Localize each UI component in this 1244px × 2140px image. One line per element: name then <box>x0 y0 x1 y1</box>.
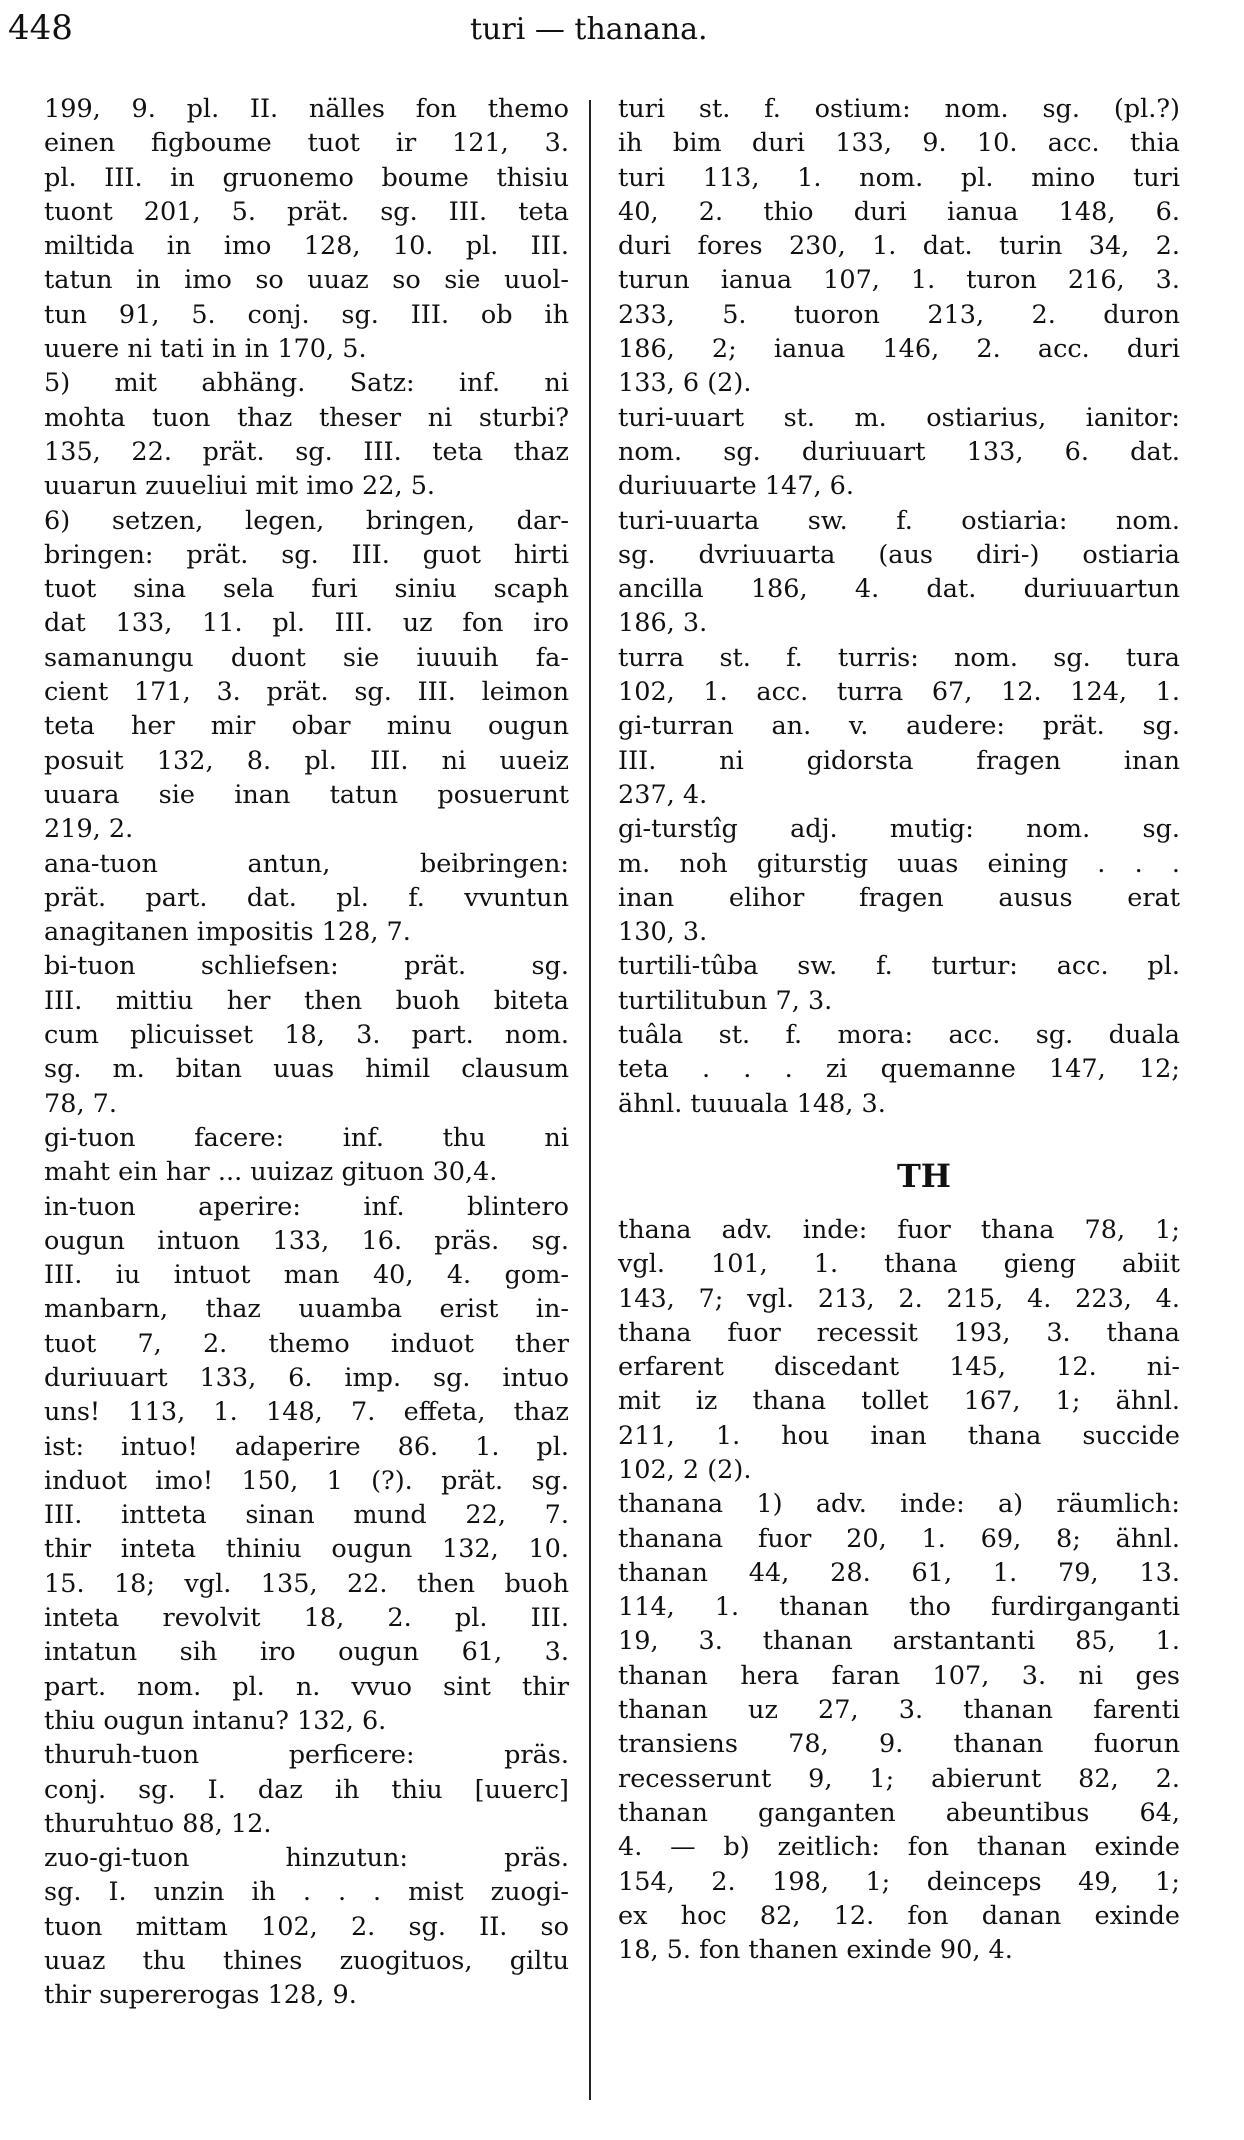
text-line: uuarun zuueliui mit imo 22, 5. <box>44 471 436 502</box>
text-line: pl. III. in gruonemo boume thisiu <box>44 162 569 193</box>
text-line: turi-uuarta sw. f. ostiaria: nom. <box>618 505 1180 536</box>
text-line: duriuuarte 147, 6. <box>618 471 854 502</box>
text-line: sg. I. unzin ih . . . mist zuogi- <box>44 1877 569 1908</box>
text-line: teta . . . zi quemanne 147, 12; <box>618 1054 1180 1085</box>
text-line: gi-turstîg adj. mutig: nom. sg. <box>618 814 1180 845</box>
text-line: 237, 4. <box>618 779 708 810</box>
text-line: uuere ni tati in in 170, 5. <box>44 334 367 365</box>
text-line: posuit 132, 8. pl. III. ni uueiz <box>44 745 569 776</box>
text-line: thanan uz 27, 3. thanan farenti <box>618 1695 1180 1726</box>
text-line: 102, 2 (2). <box>618 1454 752 1485</box>
text-line: einen figboume tuot ir 121, 3. <box>44 128 569 159</box>
text-line: thana adv. inde: fuor thana 78, 1; <box>618 1214 1180 1245</box>
text-line: III. iu intuot man 40, 4. gom- <box>44 1260 569 1291</box>
text-line: tuont 201, 5. prät. sg. III. teta <box>44 196 569 227</box>
text-line: 130, 3. <box>618 917 708 948</box>
text-line: ähnl. tuuuala 148, 3. <box>618 1088 886 1119</box>
text-line: thir supererogas 128, 9. <box>44 1980 357 2011</box>
text-line: ex hoc 82, 12. fon danan exinde <box>618 1900 1180 1931</box>
text-line: ih bim duri 133, 9. 10. acc. thia <box>618 128 1180 159</box>
text-line: 114, 1. thanan tho furdirganganti <box>618 1592 1180 1623</box>
text-line: thanan hera faran 107, 3. ni ges <box>618 1660 1180 1691</box>
text-line: ougun intuon 133, 16. präs. sg. <box>44 1225 569 1256</box>
text-line: tatun in imo so uuaz so sie uuol- <box>44 265 569 296</box>
text-line: ana-tuon antun, beibringen: <box>44 848 569 879</box>
text-line: thuruh-tuon perficere: präs. <box>44 1740 569 1771</box>
text-line: anagitanen impositis 128, 7. <box>44 917 411 948</box>
text-line: duri fores 230, 1. dat. turin 34, 2. <box>618 231 1180 262</box>
text-line: turtilitubun 7, 3. <box>618 985 833 1016</box>
left-column <box>44 92 569 2013</box>
text-line: inan elihor fragen ausus erat <box>618 882 1180 913</box>
text-line: turra st. f. turris: nom. sg. tura <box>618 642 1180 673</box>
text-line: thanana 1) adv. inde: a) räumlich: <box>618 1489 1180 1520</box>
text-line: turtili-tûba sw. f. turtur: acc. pl. <box>618 951 1180 982</box>
text-line: thir inteta thiniu ougun 132, 10. <box>44 1534 569 1565</box>
text-line: bringen: prät. sg. III. guot hirti <box>44 539 569 570</box>
text-line: duriuuart 133, 6. imp. sg. intuo <box>44 1362 569 1393</box>
text-line: manbarn, thaz uuamba erist in- <box>44 1294 569 1325</box>
page-number: 448 <box>8 8 73 48</box>
text-line: tuâla st. f. mora: acc. sg. duala <box>618 1020 1180 1051</box>
text-line: recesserunt 9, 1; abierunt 82, 2. <box>618 1763 1180 1794</box>
text-line: cient 171, 3. prät. sg. III. leimon <box>44 677 569 708</box>
text-line: thanan 44, 28. 61, 1. 79, 13. <box>618 1557 1180 1588</box>
text-line: dat 133, 11. pl. III. uz fon iro <box>44 608 569 639</box>
text-line: thana fuor recessit 193, 3. thana <box>618 1317 1180 1348</box>
text-line: mohta tuon thaz theser ni sturbi? <box>44 402 569 433</box>
text-line: m. noh giturstig uuas eining . . . <box>618 848 1180 879</box>
text-line: ancilla 186, 4. dat. duriuuartun <box>618 574 1180 605</box>
text-line: 15. 18; vgl. 135, 22. then buoh <box>44 1568 569 1599</box>
text-line: tun 91, 5. conj. sg. III. ob ih <box>44 299 569 330</box>
text-line: in-tuon aperire: inf. blintero <box>44 1191 569 1222</box>
text-line: gi-turran an. v. audere: prät. sg. <box>618 711 1180 742</box>
text-line: thiu ougun intanu? 132, 6. <box>44 1705 387 1736</box>
text-line: vgl. 101, 1. thana gieng abiit <box>618 1249 1180 1280</box>
text-line: turi 113, 1. nom. pl. mino turi <box>618 162 1180 193</box>
column-divider <box>589 100 591 2100</box>
text-line: 199, 9. pl. II. nälles fon themo <box>44 94 569 124</box>
text-line: gi-tuon facere: inf. thu ni <box>44 1122 569 1153</box>
text-line: cum plicuisset 18, 3. part. nom. <box>44 1020 569 1051</box>
text-line: maht ein har ... uuizaz gituon 30,4. <box>44 1157 498 1188</box>
text-line: turun ianua 107, 1. turon 216, 3. <box>618 265 1180 296</box>
text-line: tuot 7, 2. themo induot ther <box>44 1328 569 1359</box>
text-line: 133, 6 (2). <box>618 368 752 399</box>
text-line: prät. part. dat. pl. f. vvuntun <box>44 882 569 913</box>
text-line: 78, 7. <box>44 1088 117 1119</box>
text-line: III. mittiu her then buoh biteta <box>44 985 569 1016</box>
text-line: conj. sg. I. daz ih thiu [uuerc] <box>44 1774 569 1805</box>
text-line: 143, 7; vgl. 213, 2. 215, 4. 223, 4. <box>618 1283 1180 1314</box>
text-line: inteta revolvit 18, 2. pl. III. <box>44 1603 569 1634</box>
text-line: 186, 3. <box>618 608 708 639</box>
text-line: uuara sie inan tatun posuerunt <box>44 779 569 810</box>
text-line: miltida in imo 128, 10. pl. III. <box>44 231 569 262</box>
text-line: 18, 5. fon thanen exinde 90, 4. <box>618 1935 1013 1966</box>
text-line: erfarent discedant 145, 12. ni- <box>618 1352 1180 1383</box>
text-line: 19, 3. thanan arstantanti 85, 1. <box>618 1626 1180 1657</box>
text-line: induot imo! 150, 1 (?). prät. sg. <box>44 1465 569 1496</box>
text-line: 219, 2. <box>44 814 134 845</box>
text-line: nom. sg. duriuuart 133, 6. dat. <box>618 436 1180 467</box>
text-line: turi-uuart st. m. ostiarius, ianitor: <box>618 402 1180 433</box>
text-line: sg. dvriuuarta (aus diri-) ostiaria <box>618 539 1180 570</box>
text-line: uns! 113, 1. 148, 7. effeta, thaz <box>44 1397 569 1428</box>
text-line: 5) mit abhäng. Satz: inf. ni <box>44 368 569 399</box>
text-line: mit iz thana tollet 167, 1; ähnl. <box>618 1386 1180 1417</box>
text-line: tuon mittam 102, 2. sg. II. so <box>44 1911 569 1942</box>
text-line: 102, 1. acc. turra 67, 12. 124, 1. <box>618 677 1180 708</box>
text-line: 6) setzen, legen, bringen, dar- <box>44 505 569 536</box>
text-line: 233, 5. tuoron 213, 2. duron <box>618 299 1180 330</box>
text-line: zuo-gi-tuon hinzutun: präs. <box>44 1843 569 1874</box>
text-line: ist: intuo! adaperire 86. 1. pl. <box>44 1431 569 1462</box>
text-line: part. nom. pl. n. vvuo sint thir <box>44 1671 569 1702</box>
text-line: thanana fuor 20, 1. 69, 8; ähnl. <box>618 1523 1180 1554</box>
text-line: turi st. f. ostium: nom. sg. (pl.?) <box>618 94 1180 124</box>
text-line: thanan ganganten abeuntibus 64, <box>618 1797 1180 1828</box>
section-heading: TH <box>896 1156 952 1195</box>
text-line: bi-tuon schliefsen: prät. sg. <box>44 951 569 982</box>
text-line: 186, 2; ianua 146, 2. acc. duri <box>618 334 1180 365</box>
text-line: uuaz thu thines zuogituos, giltu <box>44 1946 569 1977</box>
text-line: 135, 22. prät. sg. III. teta thaz <box>44 436 569 467</box>
text-line: thuruhtuo 88, 12. <box>44 1808 272 1839</box>
text-line: III. ni gidorsta fragen inan <box>618 745 1180 776</box>
text-line: sg. m. bitan uuas himil clausum <box>44 1054 569 1085</box>
right-column <box>618 92 1180 1967</box>
text-line: III. intteta sinan mund 22, 7. <box>44 1500 569 1531</box>
text-line: teta her mir obar minu ougun <box>44 711 569 742</box>
text-line: 4. — b) zeitlich: fon thanan exinde <box>618 1832 1180 1863</box>
text-line: transiens 78, 9. thanan fuorun <box>618 1729 1180 1760</box>
text-line: tuot sina sela furi siniu scaph <box>44 574 569 605</box>
running-title: turi — thanana. <box>470 12 708 47</box>
text-line: 154, 2. 198, 1; deinceps 49, 1; <box>618 1866 1180 1897</box>
text-line: samanungu duont sie iuuuih fa- <box>44 642 569 673</box>
text-line: 211, 1. hou inan thana succide <box>618 1420 1180 1451</box>
text-line: 40, 2. thio duri ianua 148, 6. <box>618 196 1180 227</box>
text-line: intatun sih iro ougun 61, 3. <box>44 1637 569 1668</box>
page-header <box>0 0 1244 70</box>
